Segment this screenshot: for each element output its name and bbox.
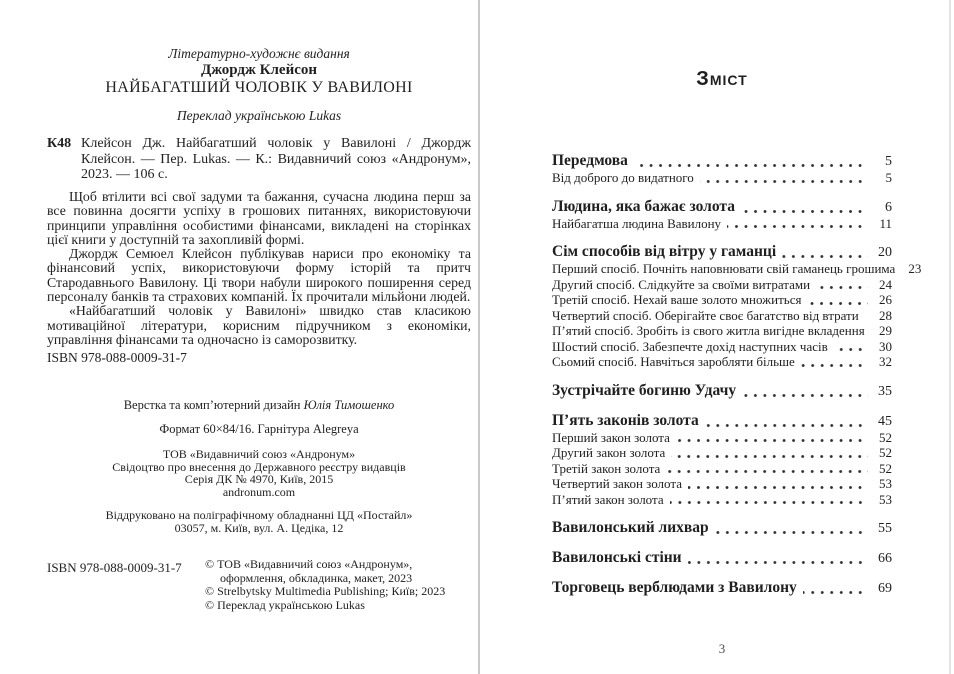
dot-leader xyxy=(776,243,872,261)
dot-leader xyxy=(709,519,872,537)
toc-entry-label: Другий спосіб. Слідкуйте за своїми витратами xyxy=(552,276,811,292)
toc-entry xyxy=(552,152,892,170)
copyright-line: © Strelbytsky Multimedia Publishing; Київ; 2023 xyxy=(205,584,446,598)
toc-entry-page: 35 xyxy=(878,383,892,399)
toc-entry xyxy=(552,445,892,461)
toc-entry-label: Четвертий закон золота xyxy=(552,476,682,491)
dot-leader xyxy=(828,339,872,355)
title-block xyxy=(47,46,471,124)
isbn: ISBN 978-088-0009-31-7 xyxy=(47,350,187,365)
toc-entry-label: Найбагатша людина Вавилону xyxy=(552,215,722,231)
toc-entry xyxy=(552,216,892,232)
toc-entry-page: 28 xyxy=(879,307,892,323)
toc-entry-label: П’ять законів золота xyxy=(552,411,699,429)
printer-line: 03057, м. Київ, вул. А. Цедіка, 12 xyxy=(174,521,344,535)
toc-entry-page: 5 xyxy=(885,154,892,169)
toc-entry-page: 69 xyxy=(878,581,892,596)
toc-entry-page: 11 xyxy=(879,215,892,231)
toc-entry xyxy=(552,579,892,597)
printer-line: Віддруковано на поліграфічному обладнанні ЦД «Постайл» xyxy=(105,508,413,522)
toc-entry-label: Передмова xyxy=(552,152,628,169)
book-title: НАЙБАГАТШИЙ ЧОЛОВІК У ВАВИЛОНІ xyxy=(105,79,413,96)
dot-leader xyxy=(682,476,872,492)
toc-entry xyxy=(552,476,892,492)
toc-entry-label: Вавилонські стіни xyxy=(552,549,682,566)
edition-note: Літературно-художнє видання xyxy=(168,46,350,61)
publisher-website: andronum.com xyxy=(222,485,296,500)
publisher-line: Серія ДК № 4970, Київ, 2015 xyxy=(184,472,334,487)
dot-leader xyxy=(682,549,872,567)
toc-entry-label: Шостий спосіб. Забезпечте дохід наступних часів xyxy=(552,338,828,354)
toc-entry xyxy=(552,292,892,308)
author-name: Джордж Клейсон xyxy=(200,62,318,78)
toc-entry-label: Торговець верблюдами з Вавилону xyxy=(552,579,797,596)
toc-entry xyxy=(552,323,892,339)
toc-entry-label: Зустрічайте богиню Удачу xyxy=(552,381,737,399)
imprint-page xyxy=(47,0,471,674)
toc-entry-page: 23 xyxy=(908,261,922,276)
catalog-record xyxy=(47,136,471,183)
catalog-code: К48 xyxy=(47,136,72,151)
dot-leader xyxy=(895,261,901,277)
translation-note: Переклад українською Lukas xyxy=(176,108,342,123)
toc-entry xyxy=(552,549,892,567)
dot-leader xyxy=(810,277,872,293)
page-right-edge xyxy=(949,0,951,674)
copyright-line: © Переклад українською Lukas xyxy=(205,597,365,612)
toc-heading: Зміст xyxy=(696,68,748,90)
toc-entry-page: 26 xyxy=(879,292,892,307)
toc-entry xyxy=(552,519,892,537)
dot-leader xyxy=(694,170,872,186)
footer-isbn: ISBN 978-088-0009-31-7 xyxy=(47,560,182,575)
design-credit-name: Юлія Тимошенко xyxy=(303,398,395,412)
dot-leader xyxy=(660,461,872,477)
toc-entry xyxy=(552,170,892,186)
toc-entry-page: 24 xyxy=(879,276,892,292)
format-line: Формат 60×84/16. Гарнітура Alegreya xyxy=(159,422,359,436)
toc-entry xyxy=(552,243,892,261)
toc-entry-page: 66 xyxy=(878,551,892,566)
toc-entry-page: 52 xyxy=(879,445,892,460)
dot-leader xyxy=(865,323,872,339)
toc-entry xyxy=(552,382,892,400)
dot-leader xyxy=(721,216,872,232)
dot-leader xyxy=(801,292,872,308)
design-credit xyxy=(47,398,471,413)
toc-entry-page: 53 xyxy=(879,491,892,507)
dot-leader xyxy=(664,492,872,508)
design-credit-prefix: Верстка та комп’ютерний дизайн xyxy=(123,398,304,412)
dot-leader xyxy=(670,430,872,446)
toc-entry-page: 45 xyxy=(878,413,892,429)
toc-entry xyxy=(552,492,892,508)
dot-leader xyxy=(795,354,872,370)
toc-entry-page: 30 xyxy=(879,338,892,354)
toc-entry-page: 20 xyxy=(878,245,892,260)
publisher-line: Свідоцтво про внесення до Державного реєстру видавців xyxy=(112,459,406,474)
dot-leader xyxy=(735,198,872,216)
publisher-block xyxy=(47,448,471,499)
printer-block xyxy=(47,509,471,535)
toc-entry xyxy=(552,461,892,477)
toc-entry-label: Перший закон золота xyxy=(552,429,670,445)
annotation-paragraph: Щоб втілити всі свої задуми та бажання, сучасна людина перш за все повинна досягти успіху в грошових питаннях, використовуючи принципи управління особистими фінансами, викладені на сторінках цієї книги у доступній та захопливій формі. xyxy=(47,189,471,247)
toc-entry-page: 29 xyxy=(879,323,892,338)
toc-entry xyxy=(552,308,892,324)
copyright-line: © ТОВ «Видавничий союз «Андронум», оформлення, обкладинка, макет, 2023 xyxy=(205,557,413,585)
toc-entry-page: 32 xyxy=(879,354,892,369)
toc-entry xyxy=(552,198,892,216)
toc-entry-page: 6 xyxy=(885,199,892,215)
toc-entry-label: П’ятий спосіб. Зробіть із свого житла вигідне вкладення xyxy=(552,323,865,338)
toc-entry-label: Третій спосіб. Нехай ваше золото множиться xyxy=(552,292,802,307)
toc-entry-label: Другий закон золота xyxy=(552,445,666,460)
dot-leader xyxy=(859,308,872,324)
toc-entry-label: Сім способів від вітру у гаманці xyxy=(552,243,777,260)
annotation-paragraph: «Найбагатший чоловік у Вавилоні» швидко став класикою мотиваційної літератури, корисним підручником з економіки, управління фінансами та одночасно із саморозвитку. xyxy=(47,303,471,347)
dot-leader xyxy=(699,412,872,430)
annotation-paragraph: Джордж Семюел Клейсон публікував нариси про економіку та фінансовий успіх, використовуючи форму історій та притч Стародавнього Вавилону. Ці твори набули широкого поширення серед персоналу банків та страхових компаній. Їх прочитали мільйони людей. xyxy=(47,246,471,305)
toc-entry-label: Третій закон золота xyxy=(552,460,661,476)
publisher-line: ТОВ «Видавничий союз «Андронум» xyxy=(162,447,356,461)
toc-entry xyxy=(552,412,892,430)
toc-list xyxy=(552,152,922,597)
toc-entry-label: П’ятий закон золота xyxy=(552,491,664,507)
toc-entry xyxy=(552,339,892,355)
toc-entry-label: Сьомий спосіб. Навчіться заробляти більше xyxy=(552,354,795,369)
toc-entry xyxy=(552,430,892,446)
toc-page xyxy=(552,0,922,674)
toc-entry xyxy=(552,277,892,293)
annotation xyxy=(47,190,471,347)
dot-leader xyxy=(736,382,872,400)
toc-entry xyxy=(552,261,922,277)
page-number: 3 xyxy=(718,641,726,656)
toc-entry-label: Четвертий спосіб. Оберігайте своє багатство від втрати xyxy=(552,307,859,323)
toc-entry-page: 52 xyxy=(879,429,892,445)
copyright-block xyxy=(205,558,467,612)
dot-leader xyxy=(665,445,872,461)
toc-entry-label: Перший спосіб. Почніть наповнювати свій гаманець грошима xyxy=(552,261,896,276)
toc-entry-page: 55 xyxy=(878,521,892,536)
dot-leader xyxy=(628,152,872,170)
page-gutter-divider xyxy=(478,0,480,674)
toc-entry-label: Від доброго до видатного xyxy=(552,170,694,185)
toc-entry-page: 53 xyxy=(879,476,892,491)
toc-entry xyxy=(552,354,892,370)
catalog-entry: Клейсон Дж. Найбагатший чоловік у Вавилоні / Джордж Клейсон. — Пер. Lukas. — К.: Видавничий союз «Андронум», 2023. — 106 с. xyxy=(81,136,471,182)
toc-entry-page: 52 xyxy=(879,460,892,476)
toc-entry-page: 5 xyxy=(885,170,892,185)
toc-entry-label: Вавилонський лихвар xyxy=(552,519,709,536)
toc-entry-label: Людина, яка бажає золота xyxy=(552,197,735,215)
dot-leader xyxy=(797,579,872,597)
